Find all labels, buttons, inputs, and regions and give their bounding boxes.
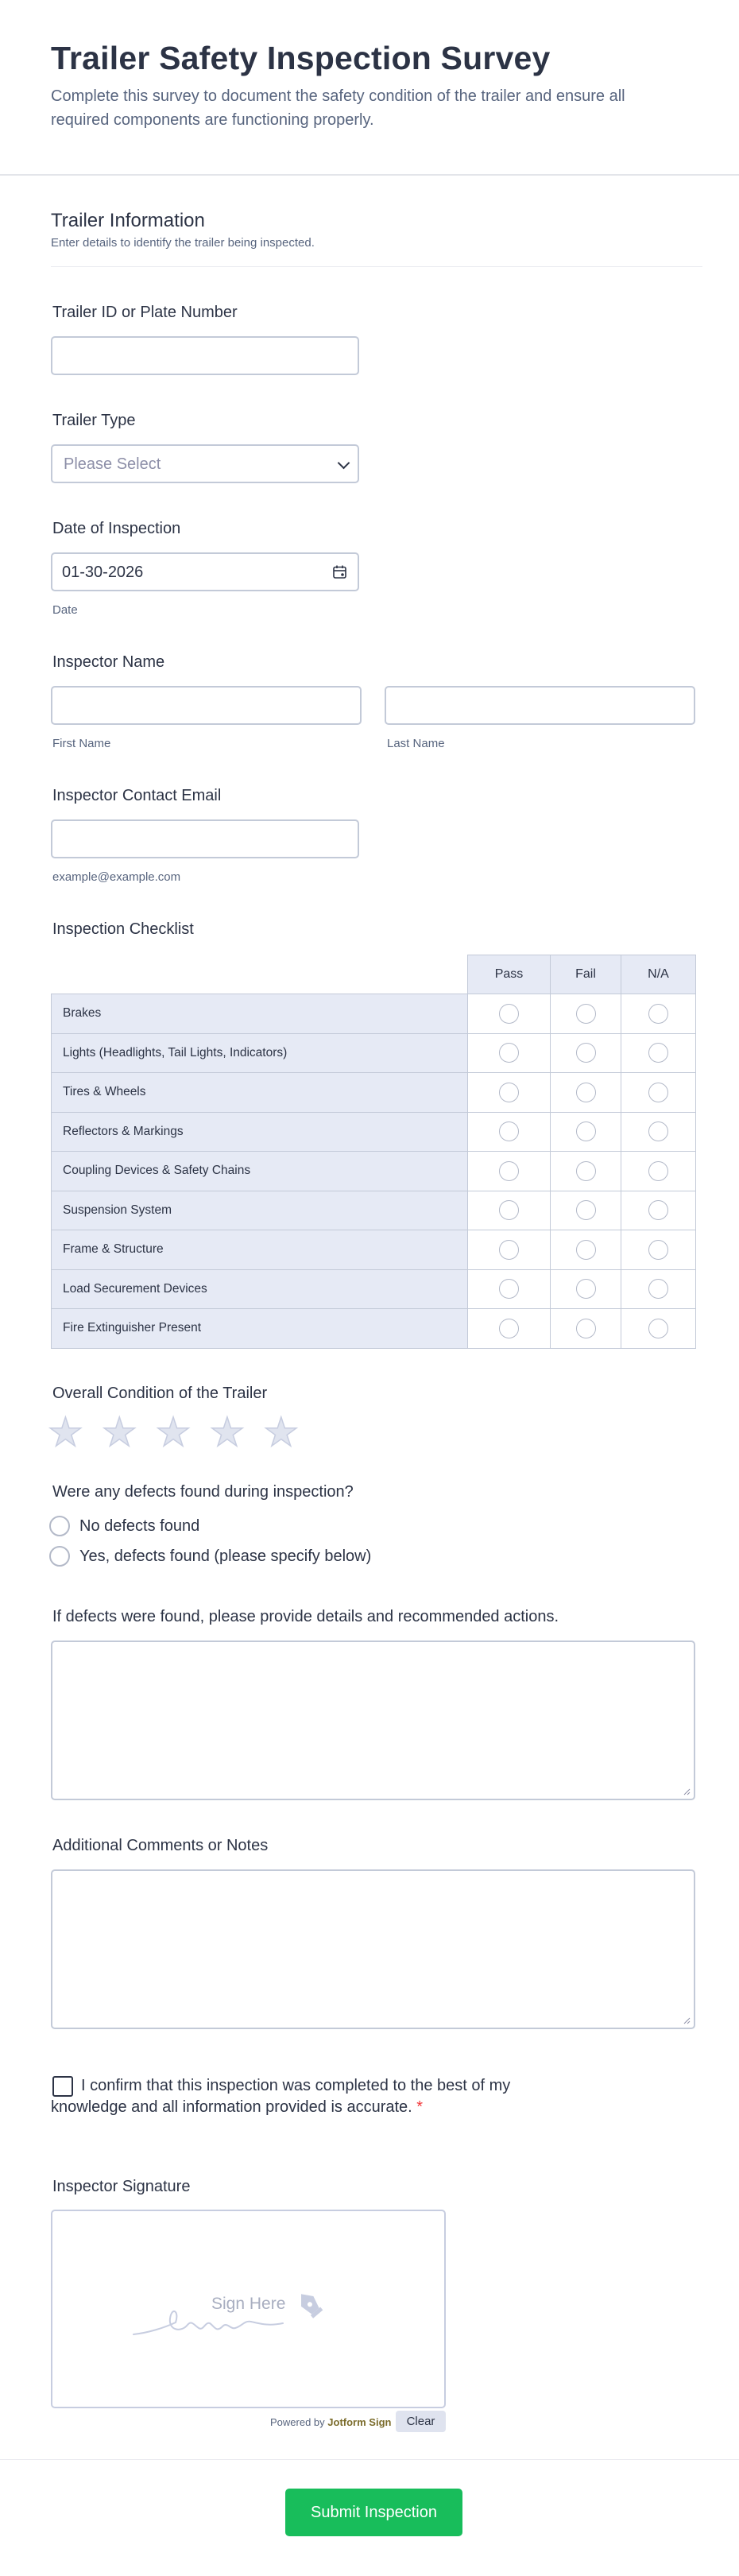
matrix-cell-fail [551, 1269, 621, 1309]
matrix-row-label: Suspension System [52, 1191, 468, 1230]
matrix-radio-fail[interactable] [576, 1279, 596, 1299]
footer-divider [0, 2459, 739, 2460]
matrix-cell-fail [551, 1033, 621, 1073]
matrix-radio-pass[interactable] [499, 1161, 519, 1181]
star-icon[interactable]: ★ [48, 1410, 83, 1455]
matrix-cell-fail [551, 1152, 621, 1191]
confirm-checkbox[interactable] [52, 2076, 73, 2097]
star-icon[interactable]: ★ [263, 1410, 300, 1455]
confirm-text-line2: knowledge and all information provided is accurate. [51, 2098, 412, 2116]
matrix-row-label: Fire Extinguisher Present [52, 1309, 468, 1349]
matrix-row [52, 1191, 696, 1230]
trailer-type-select[interactable] [51, 444, 359, 483]
star-icon[interactable]: ★ [155, 1410, 192, 1455]
defect-details-label: If defects were found, please provide details and recommended actions. [52, 1608, 559, 1625]
matrix-row-label: Tires & Wheels [52, 1073, 468, 1113]
matrix-radio-fail[interactable] [576, 1043, 596, 1063]
defect-details-textarea[interactable] [51, 1641, 695, 1800]
inspection-matrix [51, 955, 696, 1349]
first-name-sublabel: First Name [52, 737, 111, 750]
matrix-row-label: Coupling Devices & Safety Chains [52, 1152, 468, 1191]
matrix-row [52, 1033, 696, 1073]
matrix-cell-na [621, 994, 696, 1034]
matrix-radio-fail[interactable] [576, 1161, 596, 1181]
signature-label: Inspector Signature [52, 2178, 191, 2195]
matrix-row [52, 994, 696, 1034]
matrix-cell-pass [468, 1191, 551, 1230]
matrix-cell-pass [468, 1309, 551, 1349]
matrix-radio-na[interactable] [648, 1004, 668, 1024]
matrix-radio-pass[interactable] [499, 1083, 519, 1102]
trailer-type-label: Trailer Type [52, 412, 136, 429]
powered-prefix: Powered by [270, 2416, 325, 2428]
matrix-row [52, 1112, 696, 1152]
matrix-cell-pass [468, 1152, 551, 1191]
matrix-cell-na [621, 1269, 696, 1309]
matrix-cell-na [621, 1230, 696, 1270]
section-divider [51, 266, 702, 267]
chevron-down-icon [338, 457, 350, 470]
matrix-cell-pass [468, 994, 551, 1034]
matrix-radio-pass[interactable] [499, 1121, 519, 1141]
first-name-input[interactable] [51, 686, 362, 725]
trailer-type-placeholder: Please Select [64, 455, 161, 473]
matrix-radio-fail[interactable] [576, 1200, 596, 1220]
last-name-input[interactable] [385, 686, 695, 725]
matrix-row [52, 1230, 696, 1270]
form-title: Trailer Safety Inspection Survey [51, 40, 551, 76]
matrix-row [52, 1073, 696, 1113]
matrix-cell-fail [551, 1191, 621, 1230]
matrix-cell-fail [551, 1073, 621, 1113]
inspector-name-label: Inspector Name [52, 653, 165, 671]
matrix-radio-na[interactable] [648, 1121, 668, 1141]
last-name-sublabel: Last Name [387, 737, 445, 750]
trailer-id-input[interactable] [51, 336, 359, 375]
matrix-cell-na [621, 1073, 696, 1113]
resize-handle-icon[interactable] [683, 2016, 691, 2024]
matrix-cell-na [621, 1152, 696, 1191]
signature-scribble-icon [132, 2287, 354, 2342]
matrix-radio-na[interactable] [648, 1240, 668, 1260]
powered-by [270, 2416, 391, 2428]
matrix-radio-fail[interactable] [576, 1240, 596, 1260]
matrix-col-fail: Fail [551, 955, 621, 994]
matrix-radio-fail[interactable] [576, 1004, 596, 1024]
confirm-text-line1: I confirm that this inspection was completed to the best of my [81, 2077, 511, 2094]
matrix-col-pass: Pass [468, 955, 551, 994]
clear-signature-button[interactable]: Clear [396, 2411, 446, 2432]
defects-option-no-radio[interactable] [49, 1516, 70, 1536]
matrix-cell-pass [468, 1230, 551, 1270]
matrix-radio-fail[interactable] [576, 1121, 596, 1141]
matrix-radio-na[interactable] [648, 1083, 668, 1102]
matrix-corner [52, 955, 468, 994]
date-value: 01-30-2026 [62, 564, 144, 581]
matrix-cell-na [621, 1033, 696, 1073]
matrix-cell-na [621, 1309, 696, 1349]
signature-placeholder: Sign Here [211, 2295, 286, 2313]
matrix-cell-pass [468, 1033, 551, 1073]
star-rating [48, 1410, 300, 1455]
matrix-radio-na[interactable] [648, 1043, 668, 1063]
star-icon[interactable]: ★ [101, 1410, 137, 1455]
matrix-row [52, 1152, 696, 1191]
matrix-cell-na [621, 1191, 696, 1230]
email-input[interactable] [51, 819, 359, 858]
matrix-row-label: Reflectors & Markings [52, 1112, 468, 1152]
matrix-radio-na[interactable] [648, 1161, 668, 1181]
defects-option-yes-radio[interactable] [49, 1546, 70, 1567]
email-sublabel: example@example.com [52, 870, 181, 884]
matrix-cell-fail [551, 1230, 621, 1270]
star-icon[interactable]: ★ [209, 1410, 246, 1455]
defects-option-no-label[interactable]: No defects found [79, 1517, 200, 1535]
matrix-cell-fail [551, 1309, 621, 1349]
submit-button[interactable]: Submit Inspection [285, 2489, 462, 2536]
matrix-row [52, 1269, 696, 1309]
powered-brand[interactable]: Jotform Sign [327, 2416, 392, 2428]
matrix-cell-pass [468, 1269, 551, 1309]
matrix-radio-pass[interactable] [499, 1200, 519, 1220]
defects-label: Were any defects found during inspection? [52, 1483, 354, 1501]
matrix-radio-na[interactable] [648, 1279, 668, 1299]
matrix-cell-na [621, 1112, 696, 1152]
matrix-row [52, 1309, 696, 1349]
checklist-label: Inspection Checklist [52, 920, 194, 938]
matrix-cell-fail [551, 994, 621, 1034]
date-sublabel: Date [52, 603, 78, 617]
matrix-radio-na[interactable] [648, 1200, 668, 1220]
required-asterisk: * [416, 2098, 424, 2116]
form-subtitle: Complete this survey to document the safety condition of the trailer and ensure all required components are functioning properly. [51, 87, 625, 129]
matrix-radio-pass[interactable] [499, 1004, 519, 1024]
email-label: Inspector Contact Email [52, 787, 222, 804]
matrix-radio-fail[interactable] [576, 1083, 596, 1102]
matrix-radio-pass[interactable] [499, 1279, 519, 1299]
signature-pad[interactable] [51, 2210, 446, 2408]
matrix-cell-pass [468, 1112, 551, 1152]
date-label: Date of Inspection [52, 520, 181, 537]
header-divider [0, 174, 739, 176]
rating-label: Overall Condition of the Trailer [52, 1385, 268, 1402]
defects-option-yes-label[interactable]: Yes, defects found (please specify below) [79, 1548, 372, 1565]
matrix-radio-na[interactable] [648, 1319, 668, 1338]
comments-label: Additional Comments or Notes [52, 1837, 269, 1854]
matrix-row-label: Frame & Structure [52, 1230, 468, 1270]
section-title: Trailer Information [51, 210, 205, 231]
matrix-radio-pass[interactable] [499, 1319, 519, 1338]
matrix-cell-pass [468, 1073, 551, 1113]
trailer-id-label: Trailer ID or Plate Number [52, 304, 238, 321]
matrix-radio-fail[interactable] [576, 1319, 596, 1338]
matrix-radio-pass[interactable] [499, 1043, 519, 1063]
matrix-cell-fail [551, 1112, 621, 1152]
matrix-radio-pass[interactable] [499, 1240, 519, 1260]
matrix-col-na: N/A [621, 955, 696, 994]
matrix-row-label: Load Securement Devices [52, 1269, 468, 1309]
calendar-icon[interactable] [332, 564, 348, 580]
resize-handle-icon[interactable] [683, 1788, 691, 1795]
matrix-row-label: Lights (Headlights, Tail Lights, Indicators) [52, 1033, 468, 1073]
matrix-row-label: Brakes [52, 994, 468, 1034]
section-subtitle: Enter details to identify the trailer being inspected. [51, 236, 315, 250]
comments-textarea[interactable] [51, 1869, 695, 2029]
date-input[interactable] [51, 552, 359, 591]
confirm-text-line2-wrap [51, 2098, 423, 2117]
